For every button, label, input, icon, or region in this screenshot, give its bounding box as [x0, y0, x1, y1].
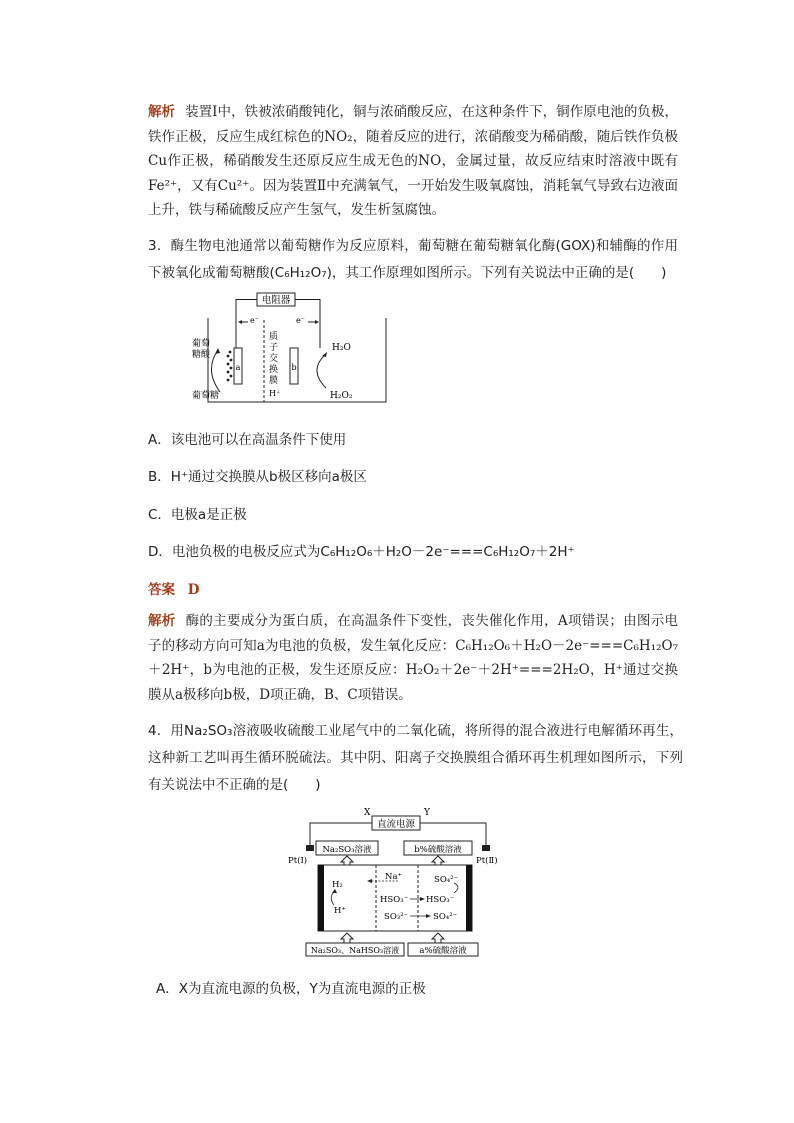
- sulfate-top-label: SO₄²⁻: [434, 875, 459, 885]
- proton-ion-label: H⁺: [334, 906, 346, 916]
- electron-left-label: e⁻: [250, 316, 259, 325]
- answer-value: D: [187, 582, 200, 598]
- bisulfite-right-label: HSO₃⁻: [426, 895, 455, 905]
- analysis-tag: 解析: [148, 104, 176, 120]
- enzyme-cell-diagram: [190, 290, 390, 405]
- electron-right-label: e⁻: [296, 316, 305, 325]
- bottom-right-solution-label: a%硫酸溶液: [419, 946, 467, 956]
- membrane-char-4: 换: [269, 365, 279, 375]
- terminal-y-label: Y: [424, 808, 430, 818]
- analysis-2-tag: 解析: [148, 613, 176, 629]
- resistor-label: 电阻器: [261, 295, 291, 306]
- membrane-char-3: 交: [269, 354, 279, 364]
- pt-electrode-2-label: Pt(Ⅱ): [476, 856, 498, 866]
- terminal-x-label: X: [364, 808, 371, 818]
- water-label: H₂O: [332, 343, 351, 353]
- question-4-option-a: A．X为直流电源的负极，Y为直流电源的正极: [156, 981, 426, 997]
- option-c: C．电极a是正极: [148, 507, 247, 523]
- glucose-label: 葡萄糖: [192, 391, 220, 401]
- analysis-text: 装置Ⅰ中，铁被浓硝酸钝化，铜与浓硝酸反应，在这种条件下，铜作原电池的负极，铁作正极，反应生成红棕色的NO₂，随着反应的进行，浓硝酸变为稀硝酸，随后铁作负极Cu作正极，稀硝酸发生还原反应生成无色的NO，金属过量，故反应结束时溶液中既有Fe²⁺，又有Cu²⁺。因为装置Ⅱ中充满氧气，一开始发生吸氧腐蚀，消耗氧气导致右边液面上升，铁与稀硫酸反应产生氢气，发生析氢腐蚀。: [148, 104, 678, 218]
- question-4-stem: [148, 718, 683, 799]
- proton-label: H⁺: [269, 389, 281, 398]
- peroxide-label: H₂O₂: [330, 391, 353, 401]
- answer-line: [148, 578, 199, 598]
- sodium-ion-label: Na⁺: [385, 872, 402, 882]
- gluconic-acid-label-1: 葡萄: [192, 339, 211, 349]
- bisulfite-left-label: HSO₃⁻: [380, 895, 409, 905]
- electrode-a-label: a: [235, 363, 241, 372]
- option-d: D．电池负极的电极反应式为C₆H₁₂O₆＋H₂O－2e⁻===C₆H₁₂O₇＋2H⁺: [148, 544, 575, 560]
- bottom-left-solution-label: Na₂SO₃、NaHSO₃溶液: [310, 946, 400, 955]
- top-left-solution-label: Na₂SO₃溶液: [322, 845, 372, 855]
- membrane-char-5: 膜: [269, 376, 279, 386]
- membrane-char-2: 子: [269, 343, 279, 353]
- gluconic-acid-label-2: 糖酸: [192, 350, 211, 360]
- membrane-char-1: 质: [269, 332, 279, 342]
- sulfite-label: SO₃²⁻: [384, 912, 409, 922]
- analysis-2-text: 酶的主要成分为蛋白质，在高温条件下变性，丧失催化作用，A项错误；由图示电子的移动方向可知a为电池的负极，发生氧化反应：C₆H₁₂O₆＋H₂O－2e⁻===C₆H₁₂O₇＋2H⁺，b为电池的正极，发生还原反应：H₂O₂＋2e⁻＋2H⁺===2H₂O，H⁺通过交换膜从a极移向b极，D项正确，B、C项错误。: [148, 613, 679, 703]
- question-4-text: 4．用Na₂SO₃溶液吸收硫酸工业尾气中的二氧化硫，将所得的混合液进行电解循环再生，这种新工艺叫再生循环脱硫法。其中阴、阳离子交换膜组合循环再生机理如图所示，下列有关说法中不正确的是( ): [148, 723, 683, 793]
- analysis-paragraph-2: [148, 609, 678, 707]
- pt-electrode-1-label: Pt(Ⅰ): [288, 856, 308, 866]
- power-source-label: 直流电源: [376, 819, 416, 830]
- hydrogen-label: H₂: [332, 880, 343, 890]
- top-right-solution-label: b%硫酸溶液: [414, 845, 462, 855]
- electrode-b-label: b: [291, 363, 297, 372]
- sulfate-bottom-label: SO₄²⁻: [433, 912, 458, 922]
- electrolysis-diagram: [288, 805, 500, 957]
- answer-tag: 答案: [148, 582, 175, 598]
- analysis-paragraph-1: [148, 100, 678, 223]
- question-3-text: 3．酶生物电池通常以葡萄糖作为反应原料，葡萄糖在葡萄糖氧化酶(GOX)和辅酶的作用下被氧化成葡萄糖酸(C₆H₁₂O₇)，其工作原理如图所示。下列有关说法中正确的是( ): [148, 238, 678, 281]
- question-3-stem: [148, 233, 678, 287]
- option-b: B．H⁺通过交换膜从b极区移向a极区: [148, 469, 367, 485]
- option-a: A．该电池可以在高温条件下使用: [148, 432, 347, 448]
